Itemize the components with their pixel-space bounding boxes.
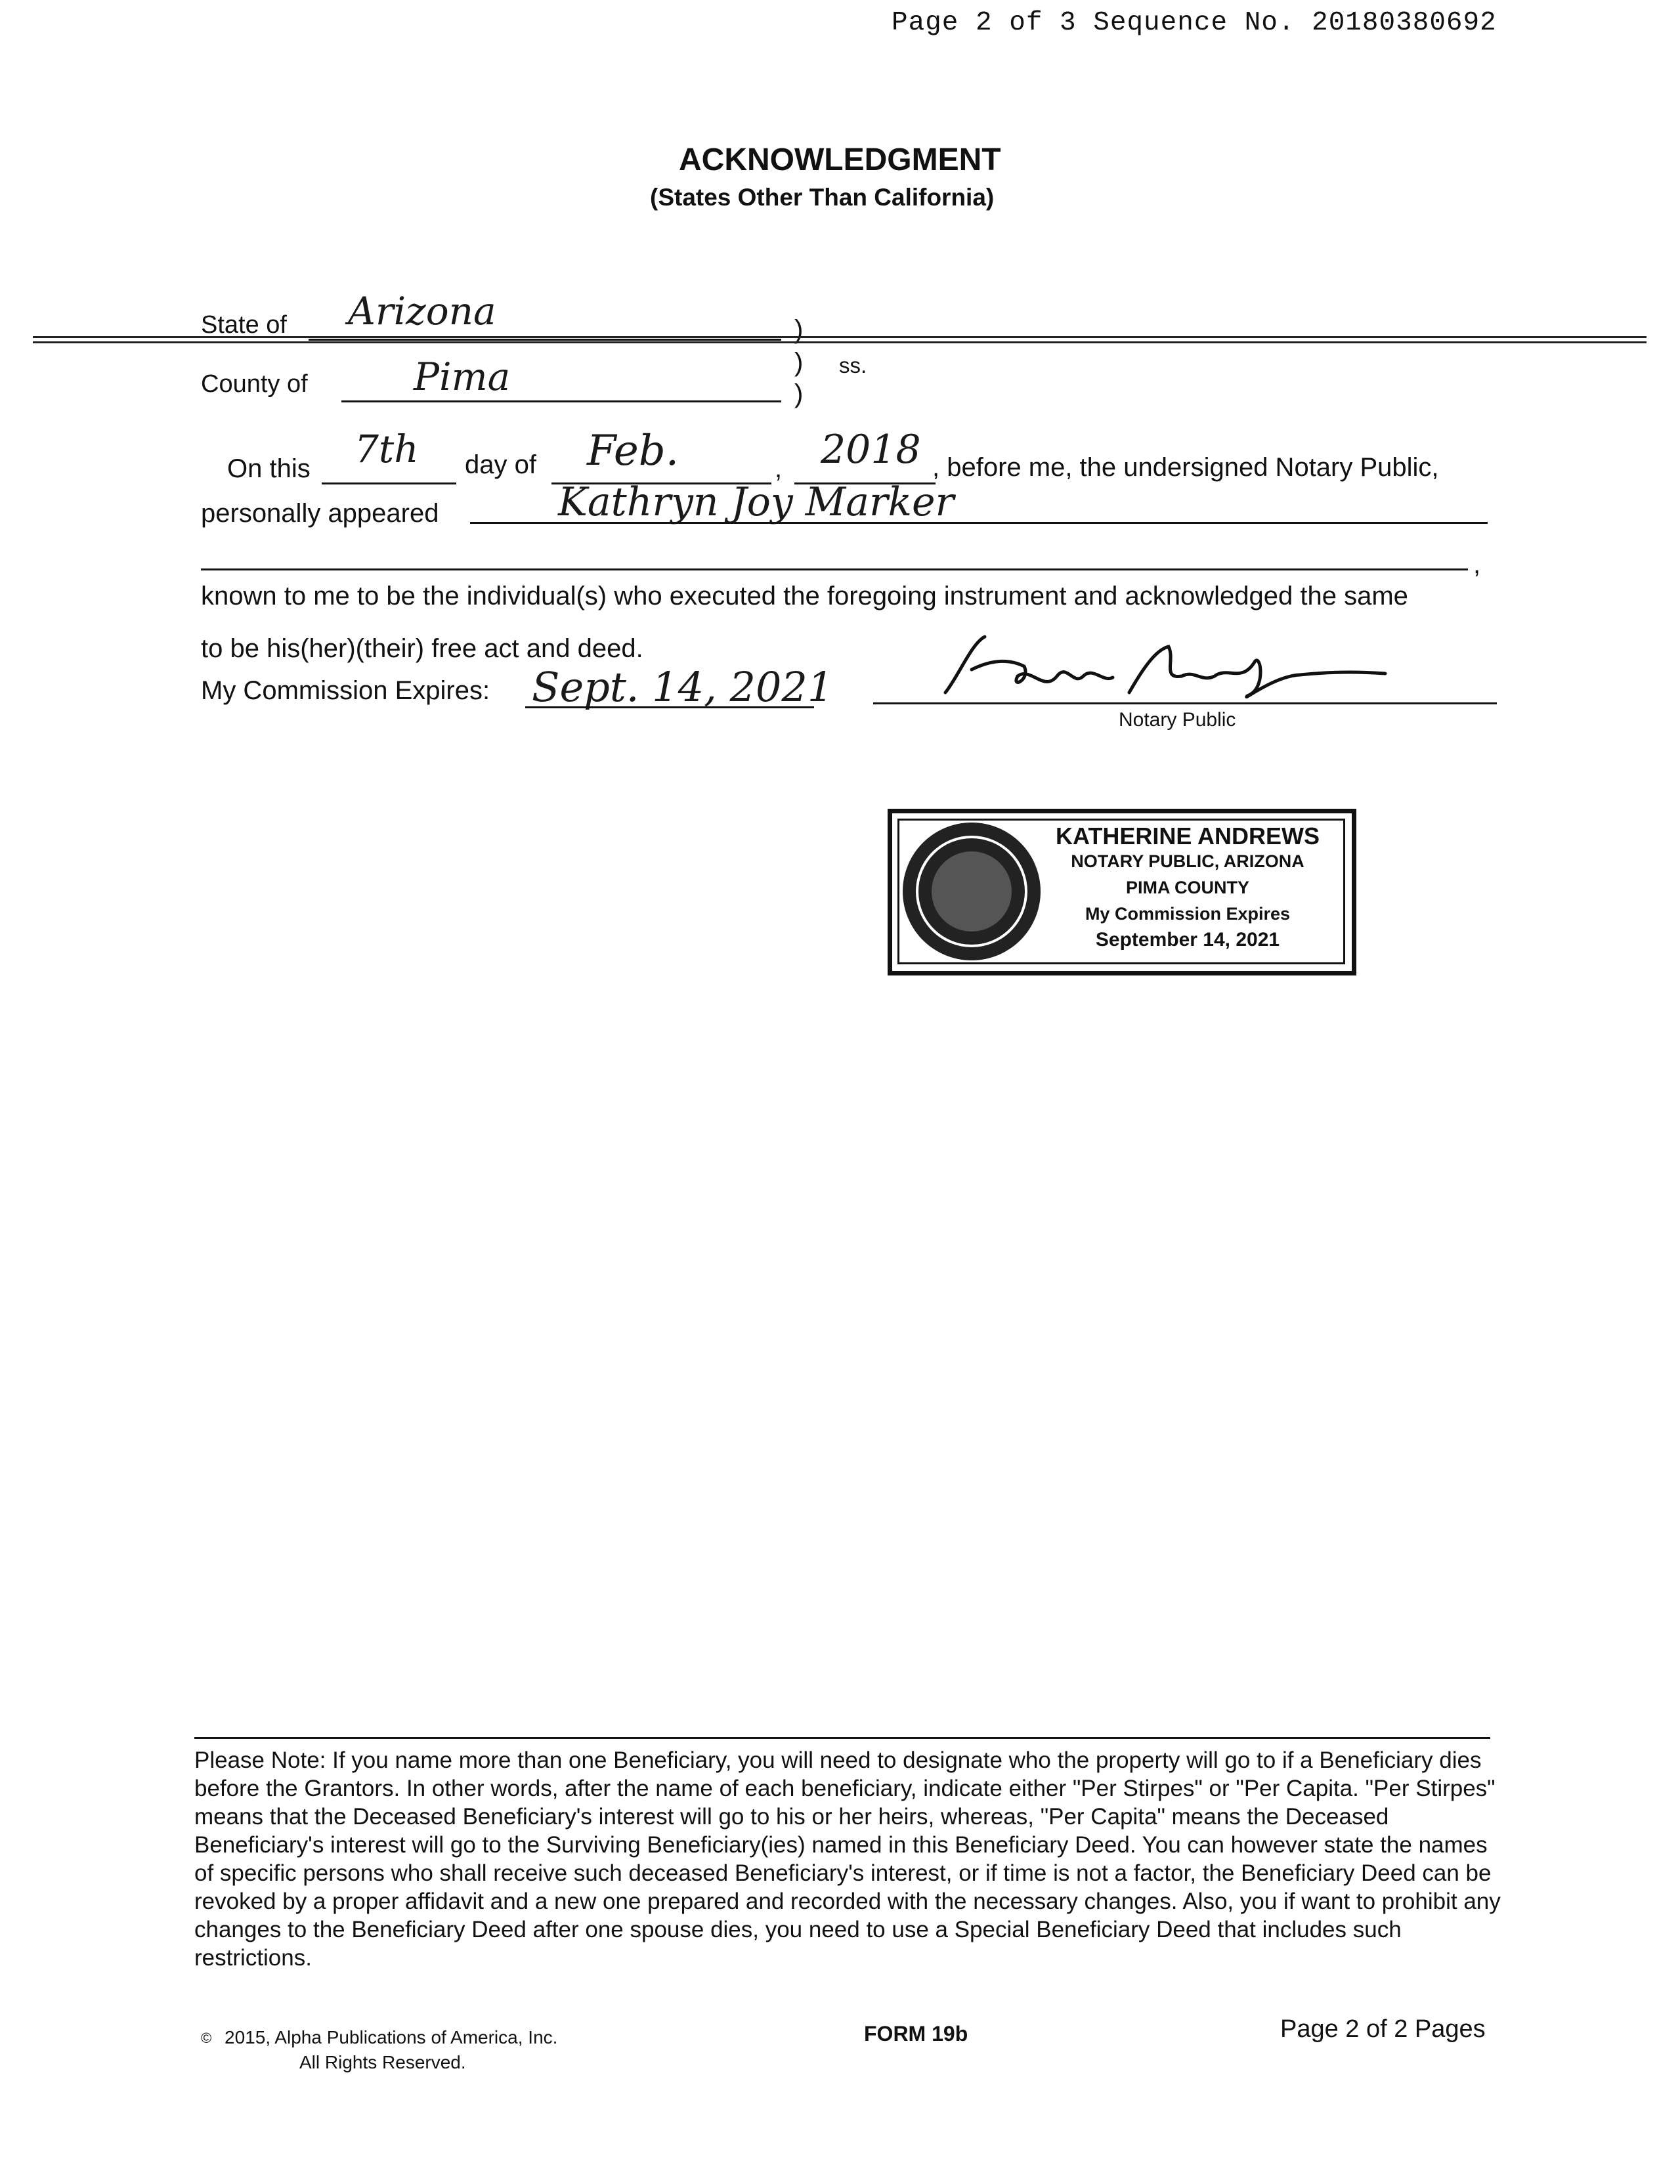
year-value: 2018 <box>821 427 921 473</box>
copyright-text: 2015, Alpha Publications of America, Inc. <box>225 2027 558 2047</box>
document-subtitle: (States Other Than California) <box>650 184 995 211</box>
venue-divider <box>33 336 1647 343</box>
state-paren: ) <box>794 315 804 344</box>
document-title: ACKNOWLEDGMENT <box>679 142 1001 177</box>
page-count: Page 2 of 2 Pages <box>1280 2015 1486 2043</box>
recording-header: Page 2 of 3 Sequence No. 20180380692 <box>892 8 1497 38</box>
appeared-value: Kathryn Joy Marker <box>558 479 955 525</box>
day-line <box>322 482 456 484</box>
notary-public-label: Notary Public <box>1119 709 1236 731</box>
stamp-county: PIMA COUNTY <box>1126 878 1249 897</box>
on-this-label: On this <box>227 454 311 483</box>
stamp-expires-date: September 14, 2021 <box>1095 929 1280 951</box>
before-me-text: , before me, the undersigned Notary Public, <box>932 453 1439 482</box>
please-note: Please Note: If you name more than one Beneficiary, you will need to designate who the property will go to if a Beneficiary dies before the Grantors. In other words, after the name of each beneficiary, indicate either "Per Stirpes" or "Per Capita. "Per Stirpes" means that the Deceased Beneficiary's interest will go to his or her heirs, whereas, "Per Capita" means the Deceased Beneficiary's interest will go to the Surviving Beneficiary(ies) named in this Beneficiary Deed. You can however state the names of specific persons who shall receive such deceased Beneficiary's interest, or if time is not a factor, the Beneficiary Deed can be revoked by a proper affidavit and a new one prepared and recorded with the necessary changes. Also, you if want to prohibit any changes to the Beneficiary Deed after one spouse dies, you need to use a Special Beneficiary Deed that includes such restrictions. <box>194 1747 1501 1971</box>
personally-appeared-label: personally appeared <box>201 499 439 528</box>
month-value: Feb. <box>587 427 679 475</box>
county-value: Pima <box>414 354 511 399</box>
blank-name-line <box>201 568 1468 570</box>
notary-signature-line <box>873 702 1497 704</box>
stamp-name: KATHERINE ANDREWS <box>1056 823 1320 849</box>
form-number: FORM 19b <box>864 2022 968 2045</box>
stamp-expires-label: My Commission Expires <box>1085 904 1291 924</box>
commission-expires-label: My Commission Expires: <box>201 676 490 705</box>
ss-label: ss. <box>839 353 867 377</box>
known-statement: known to me to be the individual(s) who executed the foregoing instrument and acknowledged the same <box>201 582 1408 610</box>
county-label: County of <box>201 370 308 398</box>
date-comma: , <box>775 454 783 483</box>
note-divider <box>194 1737 1490 1739</box>
commission-line <box>525 706 814 708</box>
rights-text: All Rights Reserved. <box>299 2052 466 2072</box>
day-of-label: day of <box>465 450 536 479</box>
county-line <box>341 400 781 402</box>
stamp-title: NOTARY PUBLIC, ARIZONA <box>1071 851 1304 871</box>
ss-paren: ) <box>794 348 804 377</box>
free-act-statement: to be his(her)(their) free act and deed. <box>201 634 643 663</box>
state-seal-icon <box>903 823 1041 960</box>
commission-expires-value: Sept. 14, 2021 <box>532 663 834 711</box>
notary-signature <box>932 630 1392 709</box>
day-value: 7th <box>355 427 419 471</box>
appeared-line <box>470 522 1488 524</box>
blank-line-comma: , <box>1473 550 1481 579</box>
state-label: State of <box>201 311 287 339</box>
notary-stamp <box>888 809 1356 975</box>
county-paren: ) <box>794 379 804 408</box>
copyright-symbol: © <box>201 2030 212 2046</box>
state-value: Arizona <box>348 289 496 333</box>
